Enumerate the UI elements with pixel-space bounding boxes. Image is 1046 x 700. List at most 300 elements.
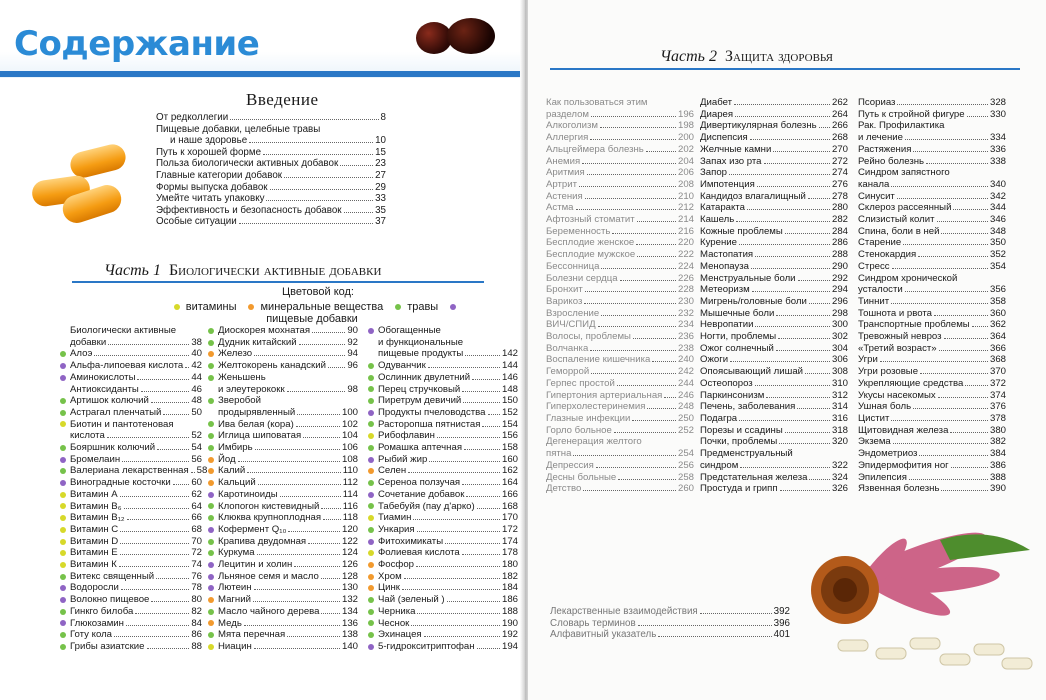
category-color-dot	[60, 468, 66, 474]
toc-entry-title: и наше здоровье	[170, 135, 248, 147]
part1-rule	[72, 281, 484, 283]
toc-entry-page: 132	[341, 594, 358, 606]
toc-entry-page: 362	[989, 319, 1006, 331]
toc-entry	[546, 97, 694, 109]
toc-entry-title: Анемия	[546, 155, 581, 167]
toc-entry-page: 106	[341, 442, 358, 454]
toc-entry	[368, 395, 518, 407]
toc-entry-page: 194	[501, 640, 518, 652]
dot-leader	[779, 443, 830, 444]
toc-entry-page: 202	[677, 143, 694, 155]
toc-entry-page: 376	[989, 401, 1006, 413]
category-color-dot	[208, 363, 214, 369]
toc-entry-title: Витамин Е	[70, 547, 118, 559]
toc-entry	[156, 147, 386, 159]
toc-entry-page: 354	[989, 260, 1006, 272]
toc-entry	[546, 226, 694, 238]
dot-leader	[776, 350, 830, 351]
category-color-dot	[208, 539, 214, 545]
dot-leader	[778, 338, 830, 339]
dot-leader	[880, 361, 988, 362]
toc-entry	[858, 179, 1006, 191]
toc-entry	[60, 465, 208, 477]
toc-entry-page: 178	[501, 547, 518, 559]
dot-leader	[323, 519, 341, 520]
toc-entry-page: 380	[989, 424, 1006, 436]
toc-entry	[368, 618, 518, 630]
toc-entry-page: 388	[989, 471, 1006, 483]
dot-leader	[755, 326, 830, 327]
toc-entry-title: Дивертикулярная болезнь	[700, 120, 817, 132]
toc-entry	[546, 390, 694, 402]
category-color-dot	[208, 503, 214, 509]
category-color-dot	[208, 457, 214, 463]
toc-entry-page: 82	[191, 605, 202, 617]
toc-entry-title: добавки	[70, 336, 107, 348]
toc-entry-page: 212	[677, 202, 694, 214]
toc-entry	[60, 536, 202, 548]
toc-entry-page: 270	[831, 143, 848, 155]
toc-entry	[700, 284, 848, 296]
dot-leader	[408, 472, 500, 473]
toc-entry-title: Растяжения	[858, 143, 912, 155]
toc-entry-title: Цинк	[378, 582, 400, 594]
toc-entry-title: Лютеин	[218, 582, 252, 594]
category-color-dot	[60, 620, 66, 626]
toc-entry	[368, 325, 518, 337]
dot-leader	[488, 414, 500, 415]
toc-entry	[858, 436, 1006, 448]
toc-entry	[368, 454, 518, 466]
toc-entry-title: Одуванчик	[378, 360, 426, 372]
toc-entry	[858, 308, 1006, 320]
dot-leader	[417, 531, 500, 532]
toc-entry-title: Йод	[218, 453, 236, 465]
toc-entry	[60, 360, 202, 372]
dot-leader	[939, 350, 988, 351]
toc-entry-page: 356	[989, 284, 1006, 296]
toc-entry	[368, 641, 518, 653]
dot-leader	[612, 233, 676, 234]
toc-entry	[858, 97, 1006, 109]
toc-entry	[208, 501, 358, 513]
dot-leader	[254, 589, 340, 590]
dot-leader	[934, 315, 988, 316]
title-underline-bar	[0, 71, 524, 77]
toc-entry-title: Псориаз	[858, 97, 896, 108]
toc-entry-page: 320	[831, 436, 848, 448]
toc-entry-page: 62	[191, 488, 202, 500]
toc-entry-title: Метеоризм	[700, 284, 750, 296]
dot-leader	[903, 244, 988, 245]
toc-entry-title: Запах изо рта	[700, 155, 762, 167]
part2-rule	[550, 68, 1020, 70]
part2-column-2	[700, 97, 848, 495]
toc-entry	[858, 472, 1006, 484]
dot-leader	[258, 484, 341, 485]
toc-entry	[700, 354, 848, 366]
toc-entry-page: 114	[342, 488, 358, 500]
toc-entry-title: Обогащенные	[378, 325, 441, 336]
dot-leader	[590, 350, 676, 351]
toc-entry-title: Опоясывающий лишай	[700, 366, 804, 378]
toc-entry-page: 78	[191, 582, 202, 594]
toc-entry-page: 196	[677, 108, 694, 120]
toc-entry-title: 5-гидрокситриптофан	[378, 640, 475, 652]
toc-entry-title: Гипертония артериальная	[546, 389, 663, 401]
toc-entry-title: Аминокислоты	[70, 371, 136, 383]
toc-entry-title: Алоэ	[70, 348, 93, 360]
toc-entry-page: 66	[191, 512, 202, 524]
legend-item-label: витамины	[185, 301, 237, 313]
dot-leader	[601, 268, 676, 269]
toc-entry	[700, 179, 848, 191]
category-color-dot	[60, 609, 66, 615]
part2-column-1	[546, 97, 694, 495]
toc-entry-page: 110	[342, 465, 358, 477]
dot-leader	[579, 186, 676, 187]
dot-leader	[585, 198, 676, 199]
dot-leader	[735, 116, 830, 117]
toc-entry	[208, 384, 358, 396]
toc-entry-title: Тиннит	[858, 295, 890, 307]
toc-entry-page: 42	[191, 360, 202, 372]
legend-label: Цветовой код:	[282, 286, 354, 298]
dot-leader	[941, 490, 988, 491]
dot-leader	[618, 479, 676, 480]
toc-entry	[60, 582, 202, 594]
toc-entry-page: 338	[989, 155, 1006, 167]
toc-entry-page: 70	[191, 535, 202, 547]
toc-entry-page: 262	[831, 97, 848, 108]
category-color-dot	[208, 340, 214, 346]
toc-entry-title: Формы выпуска добавок	[156, 181, 268, 193]
toc-entry-page: 240	[677, 354, 694, 366]
toc-entry-page: 58	[196, 465, 208, 477]
toc-entry-title: Ива белая (кора)	[218, 418, 294, 430]
dot-leader	[739, 420, 830, 421]
category-color-dot	[368, 492, 374, 498]
dot-leader	[755, 385, 830, 386]
toc-entry-title: Рейно болезнь	[858, 155, 925, 167]
dot-leader	[785, 233, 830, 234]
dot-leader	[462, 484, 500, 485]
toc-entry-title: Астма	[546, 202, 574, 214]
dot-leader	[647, 408, 676, 409]
toc-entry	[546, 366, 694, 378]
toc-entry-page: 29	[375, 181, 386, 193]
toc-entry-title: Диабет	[700, 97, 732, 108]
toc-entry-page: 72	[191, 547, 202, 559]
toc-entry-title: Эпидермофития ног	[858, 459, 949, 471]
dot-leader	[891, 303, 988, 304]
toc-entry	[368, 407, 518, 419]
toc-entry-page: 248	[677, 401, 694, 413]
toc-entry	[700, 472, 848, 484]
toc-entry-page: 322	[831, 459, 848, 471]
toc-entry	[700, 109, 848, 121]
category-color-dot	[60, 457, 66, 463]
dot-leader	[739, 244, 830, 245]
toc-entry	[60, 629, 202, 641]
toc-entry-title: Болезни сердца	[546, 272, 618, 284]
toc-entry	[546, 179, 694, 191]
toc-entry-title: Табебуйя (пау д'арко)	[378, 500, 475, 512]
toc-entry-title: Синусит	[858, 190, 895, 202]
dot-leader	[965, 385, 988, 386]
toc-entry-title: Волосы, проблемы	[546, 331, 631, 343]
toc-entry-page: 234	[677, 319, 694, 331]
toc-entry-title: Желчные камни	[700, 143, 772, 155]
appendix-toc-list	[550, 606, 790, 641]
toc-entry-title: и элеутерококк	[218, 383, 285, 395]
toc-entry-page: 294	[831, 284, 848, 296]
toc-entry-title: Ожог солнечный	[700, 342, 774, 354]
toc-entry	[368, 501, 518, 513]
toc-entry-title: Витамин К	[70, 559, 117, 571]
dot-leader	[780, 490, 830, 491]
dot-leader	[253, 601, 340, 602]
toc-entry	[208, 489, 358, 501]
toc-entry-title: Куркума	[218, 547, 255, 559]
dot-leader	[114, 636, 189, 637]
category-color-dot	[60, 433, 66, 439]
toc-entry	[700, 331, 848, 343]
dot-leader	[614, 432, 676, 433]
part1-title: Биологически активные добавки	[168, 262, 382, 279]
toc-entry-page: 37	[375, 216, 386, 228]
dot-leader	[280, 496, 341, 497]
toc-entry-title: Витамин А	[70, 488, 118, 500]
toc-entry-title: Клопогон кистевидный	[218, 500, 320, 512]
dot-leader	[328, 367, 345, 368]
toc-entry-title: Эндометриоз	[858, 448, 918, 460]
toc-entry-title: Аритмия	[546, 167, 585, 179]
toc-entry-page: 242	[677, 366, 694, 378]
dot-leader	[736, 221, 830, 222]
toc-entry-title: Гинкго билоба	[70, 605, 134, 617]
toc-entry	[156, 193, 386, 205]
toc-entry-page: 134	[341, 605, 358, 617]
category-color-dot	[368, 562, 374, 568]
toc-entry-page: 370	[989, 366, 1006, 378]
toc-entry-title: Тревожный невроз	[858, 331, 942, 343]
dot-leader	[303, 437, 340, 438]
toc-entry	[368, 512, 518, 524]
toc-entry-page: 144	[501, 360, 518, 372]
toc-entry-title: Предменструальный	[700, 448, 793, 460]
category-color-dot	[368, 445, 374, 451]
toc-entry-title: Менструальные боли	[700, 272, 796, 284]
toc-entry-page: 146	[501, 371, 518, 383]
toc-entry-title: Лекарственные взаимодействия	[550, 606, 698, 617]
toc-entry-title: Беременность	[546, 225, 611, 237]
dot-leader	[913, 151, 988, 152]
toc-entry-title: Чай (зеленый )	[378, 594, 445, 606]
category-color-dot	[60, 550, 66, 556]
dot-leader	[135, 613, 189, 614]
toc-entry-page: 180	[501, 559, 518, 571]
toc-entry-title: Герпес простой	[546, 377, 615, 389]
category-color-dot	[368, 410, 374, 416]
toc-entry	[546, 156, 694, 168]
toc-entry-title: Фолиевая кислота	[378, 547, 460, 559]
toc-entry-title: Порезы и ссадины	[700, 424, 783, 436]
toc-entry-page: 80	[191, 594, 202, 606]
dot-leader	[447, 601, 500, 602]
toc-entry-page: 382	[989, 436, 1006, 448]
toc-entry-page: 166	[501, 488, 518, 500]
dot-leader	[785, 432, 830, 433]
category-color-dot	[208, 574, 214, 580]
toc-entry	[546, 273, 694, 285]
toc-entry	[208, 594, 358, 606]
toc-entry	[208, 582, 358, 594]
toc-entry-page: 358	[989, 295, 1006, 307]
category-color-dot	[60, 480, 66, 486]
toc-entry-title: Путь к хорошей форме	[156, 146, 262, 158]
toc-entry	[208, 524, 358, 536]
toc-entry-page: 128	[341, 570, 358, 582]
toc-entry-title: Водоросли	[70, 582, 119, 594]
dot-leader	[598, 326, 676, 327]
toc-entry-title: Воспаление кишечника	[546, 354, 651, 366]
toc-entry	[156, 158, 386, 170]
category-color-dot	[368, 620, 374, 626]
toc-entry	[546, 308, 694, 320]
toc-entry-title: Щитовидная железа	[858, 424, 949, 436]
toc-entry	[546, 436, 694, 448]
intro-toc-list	[156, 112, 386, 228]
toc-entry	[60, 395, 202, 407]
legend-color-dot	[450, 304, 456, 310]
toc-entry-title: Рак. Профилактика	[858, 120, 945, 132]
toc-entry-title: Альцгеймера болезнь	[546, 143, 644, 155]
toc-entry-title: Хром	[378, 570, 402, 582]
dot-leader	[107, 437, 190, 438]
toc-entry-title: Диарея	[700, 108, 734, 120]
category-color-dot	[208, 375, 214, 381]
toc-entry	[368, 372, 518, 384]
toc-entry-page: 232	[677, 307, 694, 319]
toc-entry-page: 33	[375, 193, 386, 205]
toc-entry	[858, 483, 1006, 495]
toc-entry-title: Остеопороз	[700, 377, 753, 389]
toc-entry-title: Менопауза	[700, 260, 750, 272]
toc-entry-page: 198	[677, 120, 694, 132]
toc-entry	[546, 472, 694, 484]
toc-entry	[60, 372, 202, 384]
toc-entry-title: Грибы азиатские	[70, 640, 145, 652]
toc-entry	[700, 249, 848, 261]
dot-leader	[819, 127, 830, 128]
toc-entry-page: 384	[989, 448, 1006, 460]
dot-leader	[891, 420, 988, 421]
category-color-dot	[60, 386, 66, 392]
dot-leader	[897, 198, 988, 199]
dot-leader	[764, 163, 830, 164]
category-color-dot	[60, 562, 66, 568]
toc-entry	[858, 261, 1006, 273]
toc-entry	[858, 448, 1006, 460]
toc-entry-title: Склероз рассеянный	[858, 202, 952, 214]
dot-leader	[600, 127, 676, 128]
toc-entry-title: Ункария	[378, 523, 415, 535]
toc-entry-page: 254	[677, 448, 694, 460]
dot-leader	[137, 379, 189, 380]
part2-column-3	[858, 97, 1006, 495]
toc-entry	[208, 395, 358, 407]
category-color-dot	[60, 492, 66, 498]
dot-leader	[798, 280, 830, 281]
toc-entry	[156, 124, 386, 136]
toc-entry-title: Синдром запястного	[858, 167, 950, 179]
dot-leader	[920, 373, 988, 374]
category-color-dot	[208, 445, 214, 451]
part1-column-1	[60, 325, 208, 653]
legend-item-label: травы	[407, 301, 439, 313]
toc-entry	[700, 167, 848, 179]
part1-column-2	[208, 325, 358, 653]
toc-entry-page: 200	[677, 132, 694, 144]
echinacea-flower-image	[790, 520, 1046, 700]
toc-entry-page: 108	[341, 453, 358, 465]
dot-leader	[151, 601, 189, 602]
toc-entry-page: 160	[501, 453, 518, 465]
toc-entry	[858, 214, 1006, 226]
toc-entry	[156, 135, 386, 147]
toc-entry-title: Язвенная болезнь	[858, 483, 940, 495]
dot-leader	[576, 209, 676, 210]
toc-entry	[208, 360, 358, 372]
toc-entry-title: Медь	[218, 617, 242, 629]
toc-entry	[546, 144, 694, 156]
dot-leader	[464, 449, 500, 450]
toc-entry-title: Десны больные	[546, 471, 617, 483]
category-color-dot	[368, 480, 374, 486]
toc-entry-title: Имбирь	[218, 442, 253, 454]
toc-entry-title: усталости	[858, 284, 903, 296]
toc-entry	[546, 460, 694, 472]
dot-leader	[254, 648, 340, 649]
toc-entry-title: Главные категории добавок	[156, 169, 283, 181]
toc-entry	[858, 202, 1006, 214]
toc-entry	[208, 477, 358, 489]
dot-leader	[445, 543, 500, 544]
toc-entry-title: Умейте читать упаковку	[156, 193, 265, 205]
dot-leader	[108, 344, 189, 345]
toc-entry	[208, 372, 358, 384]
toc-entry-title: Аллергия	[546, 132, 589, 144]
toc-entry-page: 210	[677, 190, 694, 202]
toc-entry	[208, 419, 358, 431]
toc-entry-page: 298	[831, 307, 848, 319]
dot-leader	[664, 397, 676, 398]
toc-entry	[858, 401, 1006, 413]
toc-entry-page: 126	[341, 559, 358, 571]
toc-entry-title: Мята перечная	[218, 629, 286, 641]
toc-entry-title: Курение	[700, 237, 737, 249]
toc-entry-title: Тиамин	[378, 512, 412, 524]
dot-leader	[270, 189, 374, 190]
dot-leader	[238, 461, 340, 462]
dot-leader	[121, 589, 189, 590]
dot-leader	[897, 104, 988, 105]
dot-leader	[646, 151, 676, 152]
dot-leader	[729, 174, 830, 175]
toc-entry-page: 228	[677, 284, 694, 296]
toc-entry	[700, 273, 848, 285]
